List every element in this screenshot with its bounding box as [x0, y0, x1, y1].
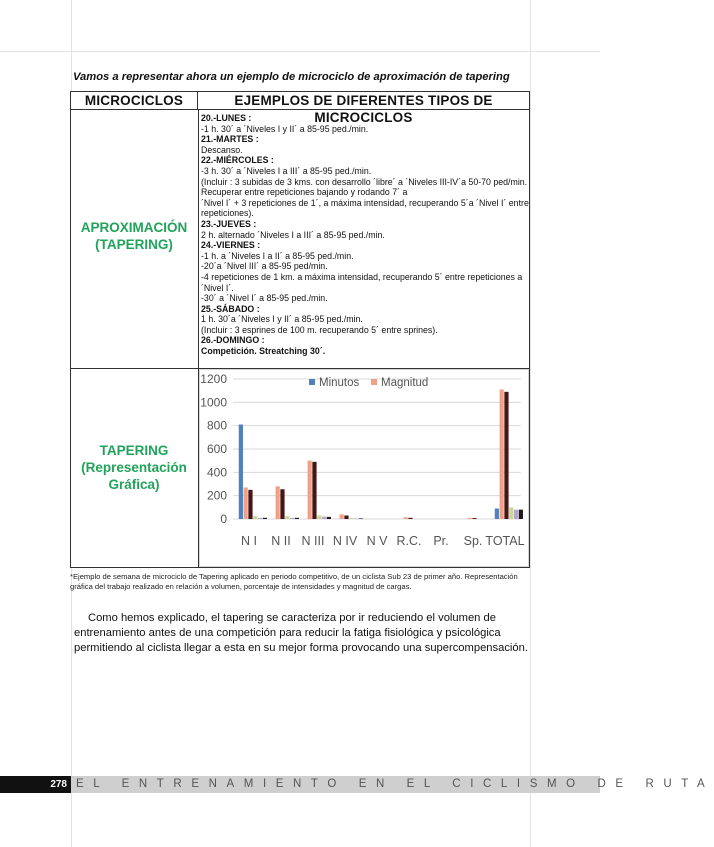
day-heading: 22.-MIÉRCOLES : — [201, 155, 274, 166]
bar-minutos — [239, 425, 243, 520]
bar-series-5 — [519, 510, 523, 519]
bar-series-2 — [280, 489, 284, 519]
bar-series-5 — [359, 518, 363, 519]
row-label-line: (Representación — [81, 460, 187, 475]
chart-svg — [199, 369, 529, 567]
x-tick-label: N I — [241, 534, 257, 548]
day-detail: ´Nivel I´. — [201, 282, 234, 293]
y-tick-label: 800 — [206, 418, 227, 433]
y-tick-label: 600 — [206, 442, 227, 456]
day-heading: 20.-LUNES : — [201, 113, 252, 123]
day-heading: 25.-SÁBADO : — [201, 303, 260, 314]
bar-series-2 — [248, 490, 252, 519]
y-tick-label: 1000 — [200, 395, 227, 410]
bar-series-5 — [327, 517, 331, 519]
bar-series-2 — [344, 516, 348, 520]
day-heading: 21.-MARTES : — [201, 134, 259, 145]
x-tick-label: TOTAL — [485, 534, 525, 548]
x-tick-label: Pr. — [433, 534, 449, 548]
bar-magnitud — [308, 461, 312, 519]
table-caption: *Ejemplo de semana de microciclo de Tapering aplicado en periodo competitivo, de un ciclista Sub 23 de primer año. Representación gráfica del trabajo realizado en relación a volumen, porcentaje de intensidades y magnitud de cargas. — [70, 572, 518, 591]
row-label-line: Gráfica) — [108, 477, 160, 492]
tapering-chart — [199, 369, 529, 567]
day-detail: -1 h. 30´ a ´Niveles I y II´ a 85-95 ped./min. — [201, 123, 369, 134]
day-detail: Descanso. — [201, 144, 243, 155]
bar-series-3 — [285, 516, 289, 519]
row-label-line: TAPERING — [99, 443, 169, 458]
day-detail: -30´ a ´Nivel I´ a 85-95 ped./min. — [201, 293, 328, 304]
day-detail: (Incluir : 3 subidas de 3 kms. con desarrollo ´libre´ a ´Niveles III-IV´a 50-70 ped/min. — [201, 176, 528, 187]
bar-series-2 — [504, 392, 508, 519]
body-paragraph: Como hemos explicado, el tapering se caracteriza por ir reduciendo el volumen de entrenamiento antes de una competición para reducir la fatiga fisiológica y psicológica permitiendo al ciclista llegar a esta en su mejor forma provocando una supercompensación. — [74, 612, 528, 655]
day-detail: -4 repeticiones de 1 km. a máxima intensidad, recuperando 5´ entre repeticiones a — [201, 271, 523, 282]
row-label-line: APROXIMACIÓN — [80, 220, 188, 235]
day-detail: ´Nivel I´ + 3 repeticiones de 1´, a máxima intensidad, recuperando 5´a ´Nivel I´ entre — [201, 197, 529, 208]
bar-magnitud — [404, 517, 408, 519]
day-detail: 2 h. alternado ´Niveles I a III´ a 85-95 ped./min. — [201, 229, 385, 240]
bar-series-2 — [408, 518, 412, 519]
bar-magnitud — [244, 488, 248, 520]
day-heading: 26.-DOMINGO : — [201, 335, 265, 346]
bar-magnitud — [500, 390, 504, 520]
day-detail: 1 h. 30´a ´Niveles I y II´ a 85-95 ped./min. — [201, 314, 363, 325]
y-tick-label: 400 — [206, 465, 227, 480]
microcycle-table — [70, 91, 530, 568]
y-tick-label: 0 — [220, 512, 227, 526]
legend-label: Minutos — [319, 377, 360, 389]
bar-series-4 — [514, 510, 518, 519]
x-tick-label: N V — [366, 534, 388, 548]
x-tick-label: N III — [301, 534, 325, 548]
bar-series-3 — [317, 516, 321, 520]
row-label-line: (TAPERING) — [95, 237, 173, 252]
row-label-tapering — [71, 442, 197, 493]
intro-sentence: Vamos a representar ahora un ejemplo de microciclo de aproximación de tapering — [73, 71, 510, 83]
day-detail: -3 h. 30´ a ´Niveles I a III´ a 85-95 ped./min. — [201, 165, 372, 176]
legend-swatch — [371, 379, 377, 385]
header-ejemplos: EJEMPLOS DE DIFERENTES TIPOS DE MICROCICLOS — [234, 93, 493, 125]
bar-series-4 — [258, 518, 262, 519]
legend-label: Magnitud — [381, 377, 429, 389]
x-tick-label: R.C. — [396, 534, 422, 548]
header-microciclos: MICROCICLOS — [71, 92, 198, 109]
y-tick-label: 200 — [206, 488, 227, 503]
bar-series-4 — [290, 518, 294, 519]
bar-magnitud — [276, 486, 280, 519]
bar-magnitud — [468, 518, 472, 519]
x-tick-label: N IV — [332, 534, 358, 548]
bar-series-3 — [509, 507, 513, 519]
x-tick-label: Sp. — [463, 534, 483, 548]
day-detail: (Incluir : 3 esprines de 100 m. recuperando 5´ entre sprines). — [201, 324, 438, 335]
guide-line — [530, 0, 531, 847]
day-detail: -20´a ´Nivel III´ a 85-95 ped/min. — [201, 261, 328, 272]
day-detail: -1 h. a ´Niveles I a II´ a 85-95 ped./min. — [201, 250, 354, 261]
bar-series-4 — [354, 518, 358, 519]
bar-series-4 — [322, 517, 326, 519]
page-number: 278 — [0, 776, 71, 793]
bar-series-2 — [472, 518, 476, 519]
bar-minutos — [495, 509, 499, 520]
bar-series-5 — [295, 518, 299, 519]
y-tick-label: 1200 — [200, 372, 227, 386]
day-list — [201, 113, 527, 357]
x-tick-label: N II — [271, 534, 291, 548]
legend-swatch — [309, 379, 315, 385]
bar-series-3 — [253, 516, 257, 519]
day-detail: Competición. Streatching 30´. — [201, 346, 326, 357]
bar-series-3 — [349, 518, 353, 519]
day-heading: 24.-VIERNES : — [201, 240, 261, 251]
running-title: EL ENTRENAMIENTO EN EL CICLISMO DE RUTA — [76, 778, 714, 790]
day-heading: 23.-JUEVES : — [201, 218, 257, 229]
day-detail: Recuperar entre repeticiones bajando y rodando 7´ a — [201, 187, 408, 198]
day-detail: repeticiones). — [201, 208, 254, 219]
bar-series-5 — [263, 518, 267, 519]
guide-line — [0, 51, 600, 52]
row-label-aproximacion — [71, 219, 197, 253]
bar-series-2 — [312, 462, 316, 519]
bar-magnitud — [340, 514, 344, 519]
